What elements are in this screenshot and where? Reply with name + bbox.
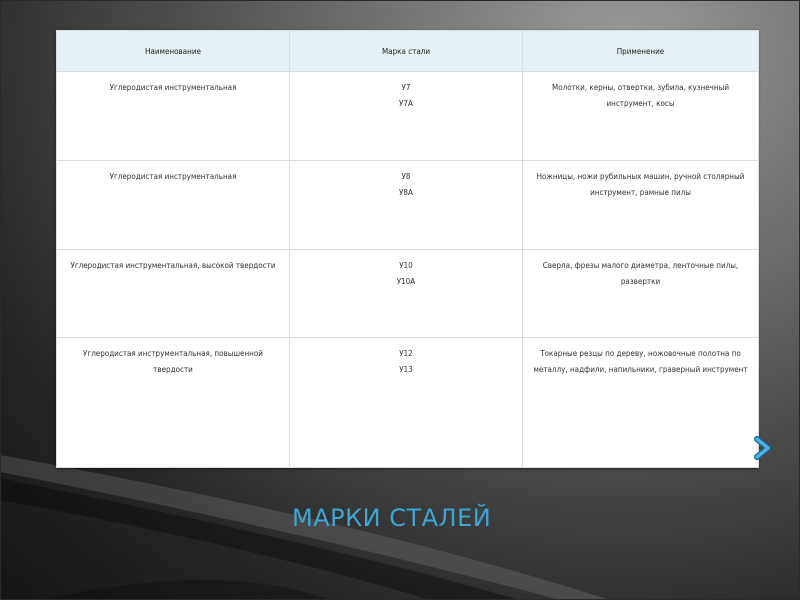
grade-value: У13 xyxy=(399,365,413,375)
cell-usage: Сверла, фрезы малого диаметра, ленточные пилы, развертки xyxy=(523,249,759,338)
grade-value: У10А xyxy=(396,276,416,286)
cell-grade xyxy=(290,160,523,249)
table-row xyxy=(57,72,759,161)
chevron-right-icon xyxy=(752,436,774,460)
slide-title: МАРКИ СТАЛЕЙ xyxy=(292,504,492,532)
grade-value: У8А xyxy=(399,187,413,197)
grade-value: У8 xyxy=(401,171,411,181)
next-slide-button[interactable] xyxy=(752,436,774,460)
cell-usage: Токарные резцы по дереву, ножовочные полотна по металлу, надфили, напильники, граверный инструмент xyxy=(523,338,759,468)
header-usage: Применение xyxy=(523,31,759,72)
table-row xyxy=(57,249,759,338)
grade-value: У12 xyxy=(399,349,413,359)
table-row xyxy=(57,338,759,468)
steel-grades-table-container xyxy=(56,30,758,468)
cell-grade xyxy=(290,338,523,468)
cell-usage: Ножницы, ножи рубильных машин, ручной столярный инструмент, рамные пилы xyxy=(523,160,759,249)
cell-name: Углеродистая инструментальная xyxy=(57,72,290,161)
table-header-row xyxy=(57,31,759,72)
steel-grades-table xyxy=(56,30,759,468)
cell-grade xyxy=(290,72,523,161)
cell-name: Углеродистая инструментальная xyxy=(57,160,290,249)
cell-name: Углеродистая инструментальная, высокой твердости xyxy=(57,249,290,338)
table-row xyxy=(57,160,759,249)
cell-grade xyxy=(290,249,523,338)
cell-usage: Молотки, керны, отвертки, зубила, кузнечный инструмент, косы xyxy=(523,72,759,161)
grade-value: У7А xyxy=(399,99,413,108)
grade-value: У10 xyxy=(399,260,413,270)
header-name: Наименование xyxy=(57,31,290,72)
header-grade: Марка стали xyxy=(290,31,523,72)
grade-value: У7 xyxy=(401,83,411,92)
cell-name: Углеродистая инструментальная, повышенной твердости xyxy=(57,338,290,468)
